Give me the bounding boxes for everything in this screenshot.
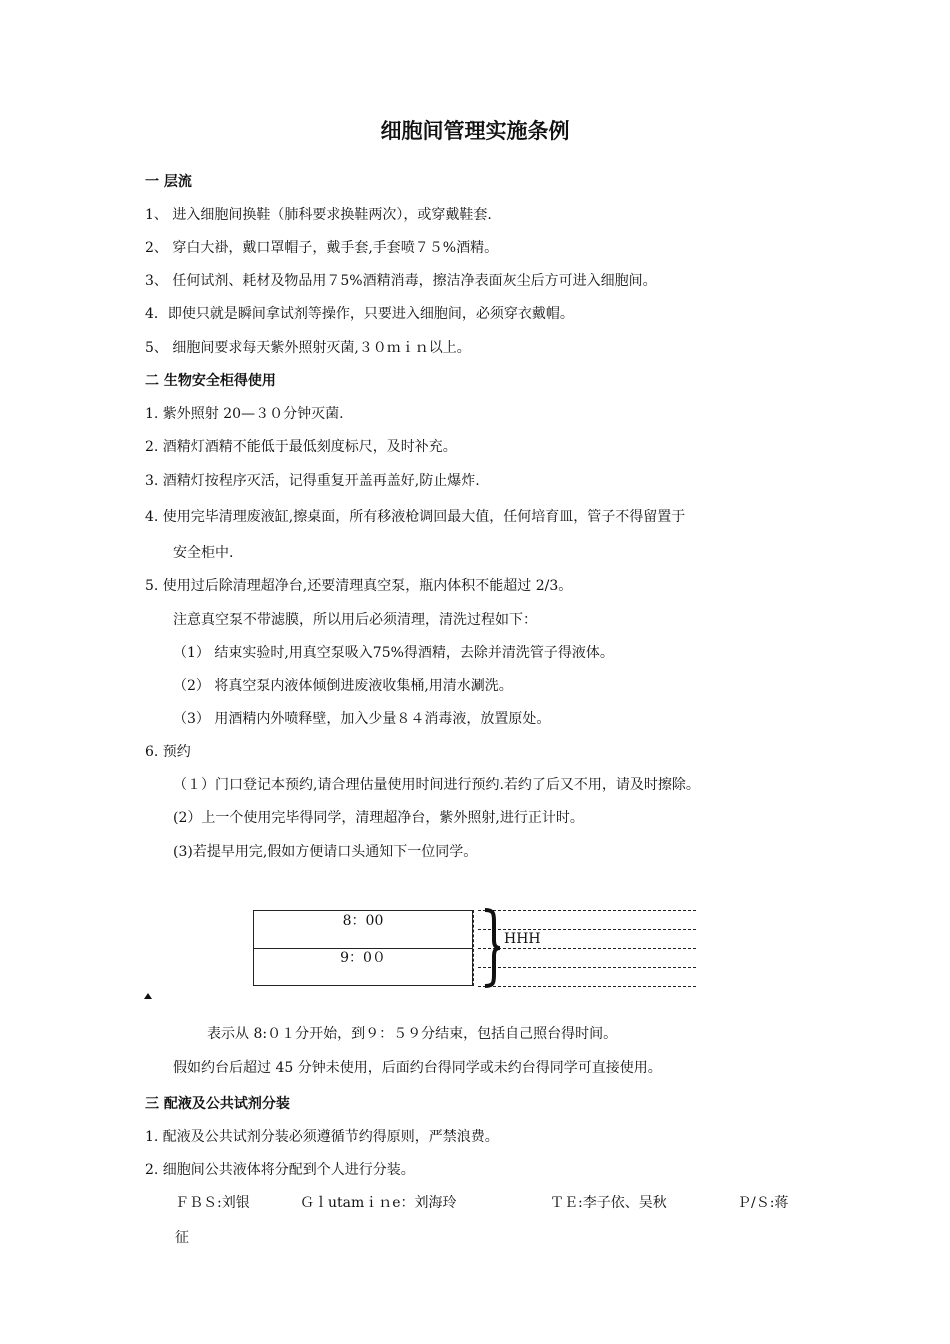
section-heading: 二 生物安全柜得使用 (145, 373, 276, 389)
schedule-time: 9：0０ (340, 950, 386, 966)
schedule-row (254, 911, 472, 949)
list-item: 2. 细胞间公共液体将分配到个人进行分装。 (145, 1162, 415, 1178)
list-item: 2、 穿白大褂，戴口罩帽子，戴手套,手套喷７５%酒精。 (145, 240, 499, 256)
list-item: 3. 酒精灯按程序灭活，记得重复开盖再盖好,防止爆炸. (145, 473, 480, 489)
dashed-line (478, 967, 696, 968)
list-item: 4. 使用完毕清理废液缸,擦桌面，所有移液枪调回最大值，任何培育皿，管子不得留置于 (145, 509, 686, 525)
dashed-line (478, 986, 696, 987)
dashed-divider (473, 910, 474, 986)
list-item: 3、 任何试剂、耗材及物品用７5%酒精消毒，擦洁净表面灰尘后方可进入细胞间。 (145, 273, 657, 289)
list-item: 5、 细胞间要求每天紫外照射灭菌,３０ｍｉｎ以上。 (145, 340, 471, 356)
list-item: （１）门口登记本预约,请合理估量使用时间进行预约.若约了后又不用，请及时擦除。 (173, 777, 700, 793)
dashed-line (478, 910, 696, 911)
anchor-icon (143, 991, 153, 1001)
curly-brace-icon (481, 908, 501, 988)
list-item: （3） 用酒精内外喷释壁，加入少量８４消毒液，放置原处。 (173, 711, 551, 727)
list-item: 安全柜中. (173, 545, 234, 561)
list-item: 4．即使只就是瞬间拿试剂等操作，只要进入细胞间，必须穿衣戴帽。 (145, 306, 574, 322)
assignment: ＴＥ:李子依、吴秋 (550, 1195, 667, 1211)
list-item: 5. 使用过后除清理超净台,还要清理真空泵，瓶内体积不能超过 2/3。 (145, 578, 573, 594)
page-title: 细胞间管理实施条例 (380, 119, 570, 143)
assignment: ＦＢＳ:刘银 (175, 1195, 250, 1211)
list-item: (3)若提早用完,假如方便请口头通知下一位同学。 (173, 844, 478, 860)
assignment: Ｇｌutamｉｎe：刘海玲 (300, 1195, 457, 1211)
list-item: 2. 酒精灯酒精不能低于最低刻度标尺，及时补充。 (145, 439, 457, 455)
schedule-table (253, 910, 473, 986)
schedule-note: 假如约台后超过 45 分钟未使用，后面约台得同学或未约台得同学可直接使用。 (173, 1060, 662, 1076)
list-item: 1. 紫外照射 20—３０分钟灭菌. (145, 406, 344, 422)
list-item: 1. 配液及公共试剂分装必须遵循节约得原则，严禁浪费。 (145, 1129, 499, 1145)
section-heading: 一 层流 (145, 174, 192, 190)
list-item: （2） 将真空泵内液体倾倒进废液收集桶,用清水涮洗。 (173, 678, 513, 694)
schedule-row (254, 948, 472, 985)
schedule-time: 8：00 (342, 913, 384, 929)
assignment-wrap: 征 (175, 1230, 189, 1246)
list-item: 1、 进入细胞间换鞋（肺科要求换鞋两次），或穿戴鞋套. (145, 207, 492, 223)
booking-mark: HHH (504, 931, 541, 947)
assignment: Ｐ/Ｓ:蒋 (737, 1195, 789, 1211)
list-item: （1） 结束实验时,用真空泵吸入75%得酒精，去除并清洗管子得液体。 (173, 645, 614, 661)
list-item: 注意真空泵不带滤膜，所以用后必须清理，清洗过程如下： (173, 612, 537, 628)
list-item: 6. 预约 (145, 744, 191, 760)
list-item: (2）上一个使用完毕得同学，清理超净台，紫外照射,进行正计时。 (173, 810, 584, 826)
dashed-line (478, 948, 696, 949)
schedule-note: 表示从 8:０１分开始，到９：５９分结束，包括自己照台得时间。 (207, 1026, 618, 1042)
section-heading: 三 配液及公共试剂分装 (145, 1096, 290, 1112)
